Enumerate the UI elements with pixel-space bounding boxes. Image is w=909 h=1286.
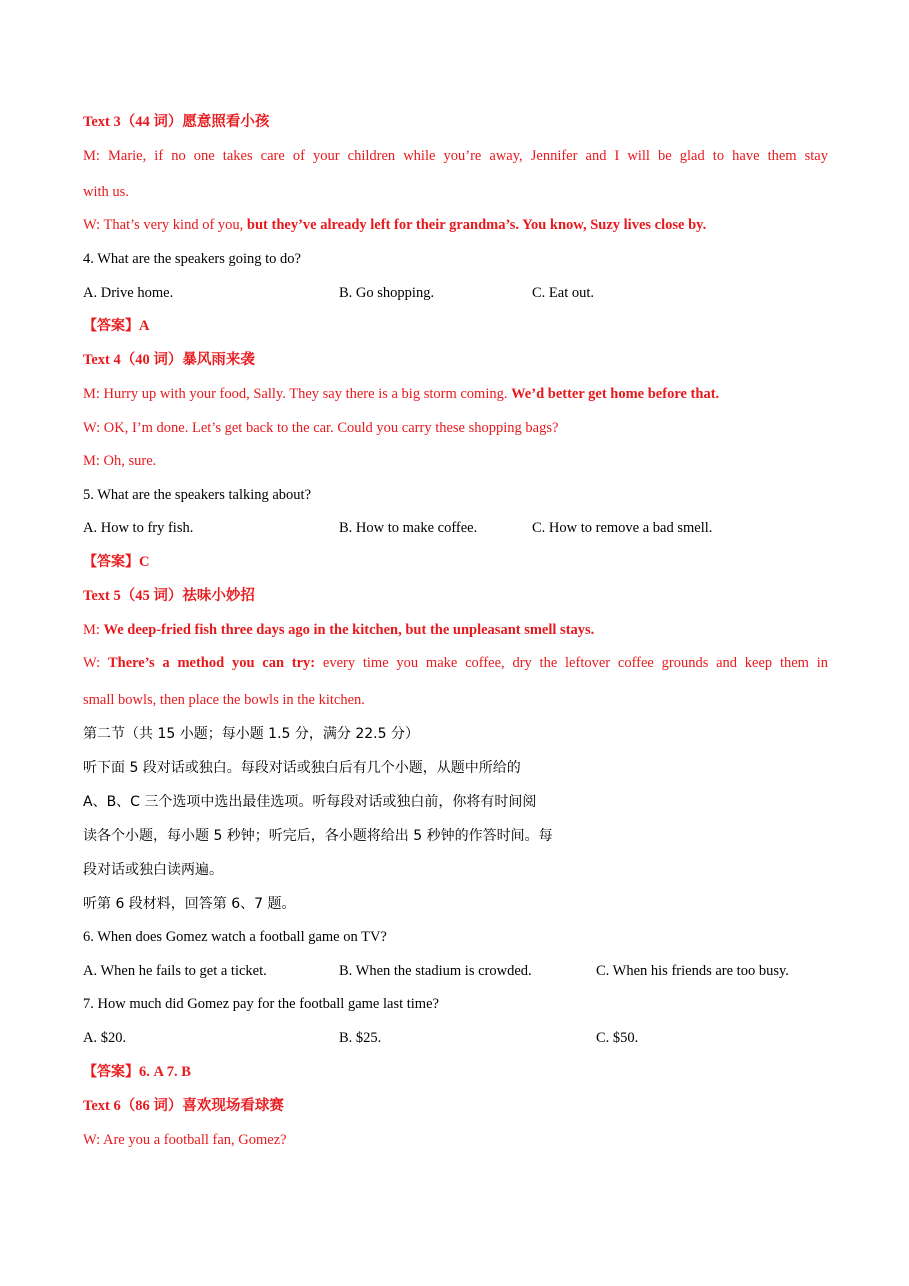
text5-m-prefix: M: (83, 622, 104, 638)
text3-w-line (83, 215, 706, 235)
section2-line1: 第二节（共 15 小题；每小题 1.5 分，满分 22.5 分） (83, 726, 419, 742)
text3-w-bold: but they’ve already left for their grandma’s. You know, Suzy lives close by. (246, 217, 707, 233)
answer-label: 【答案】 (83, 1064, 139, 1080)
q5-option-b: B. How to make coffee. (339, 520, 478, 536)
q4-option-c: C. Eat out. (532, 285, 595, 301)
text4-m-line2: M: Oh, sure. (83, 453, 157, 469)
text3-m-line1: M: Marie, if no one takes care of your children while you’re away, Jennifer and I will be glad to have them stay (83, 148, 828, 164)
text5-w-line2: small bowls, then place the bowls in the kitchen. (83, 692, 365, 708)
text3-title: Text 3（44 词）愿意照看小孩 (83, 114, 270, 130)
q7-option-c: C. $50. (596, 1030, 639, 1046)
answer-value: C (139, 554, 150, 570)
text5-w-bold: There’s a method you can try: (107, 655, 316, 671)
answer-value: 6. A 7. B (139, 1064, 191, 1080)
q5-question: 5. What are the speakers talking about? (83, 487, 312, 503)
text5-m-bold: We deep-fried fish three days ago in the kitchen, but the unpleasant smell stays. (103, 622, 595, 638)
text4-title: Text 4（40 词）暴风雨来袭 (83, 352, 255, 368)
q4-option-a: A. Drive home. (83, 285, 174, 301)
section2-line4: 读各个小题，每小题 5 秒钟；听完后，各小题将给出 5 秒钟的作答时间。每 (83, 828, 553, 844)
q5-option-a: A. How to fry fish. (83, 520, 194, 536)
text4-w-line: W: OK, I’m done. Let’s get back to the car. Could you carry these shopping bags? (83, 420, 559, 436)
q7-option-a: A. $20. (83, 1030, 127, 1046)
q5-option-c: C. How to remove a bad smell. (532, 520, 713, 536)
q6-question: 6. When does Gomez watch a football game on TV? (83, 929, 387, 945)
text4-m-plain: M: Hurry up with your food, Sally. They say there is a big storm coming. (83, 386, 512, 402)
text6-title: Text 6（86 词）喜欢现场看球赛 (83, 1098, 284, 1114)
answer67 (83, 1062, 191, 1082)
section2-line3: A、B、C 三个选项中选出最佳选项。听每段对话或独白前，你将有时间阅 (83, 794, 537, 810)
q7-option-b: B. $25. (339, 1030, 382, 1046)
text5-title: Text 5（45 词）祛味小妙招 (83, 588, 255, 604)
text6-w-line: W: Are you a football fan, Gomez? (83, 1132, 287, 1148)
answer5 (83, 552, 149, 572)
q4-question: 4. What are the speakers going to do? (83, 251, 301, 267)
section2-line2: 听下面 5 段对话或独白。每段对话或独白后有几个小题，从题中所给的 (83, 760, 521, 776)
q6-option-a: A. When he fails to get a ticket. (83, 963, 267, 979)
section2-line6: 听第 6 段材料，回答第 6、7 题。 (83, 896, 296, 912)
text5-m-line (83, 620, 594, 640)
q4-option-b: B. Go shopping. (339, 285, 435, 301)
answer-label: 【答案】 (83, 318, 139, 334)
text4-m-bold: We’d better get home before that. (511, 386, 720, 402)
answer4 (83, 316, 149, 336)
answer-value: A (139, 318, 150, 334)
q6-option-b: B. When the stadium is crowded. (339, 963, 532, 979)
q6-option-c: C. When his friends are too busy. (596, 963, 789, 979)
text4-m-line (83, 384, 719, 404)
text5-w-prefix: W: (83, 655, 108, 671)
section2-line5: 段对话或独白读两遍。 (83, 862, 223, 878)
text5-w-plain: every time you make coffee, dry the leftover coffee grounds and keep them in (315, 655, 828, 671)
text5-w-line (83, 653, 828, 673)
text3-w-plain: W: That’s very kind of you, (83, 217, 247, 233)
q7-question: 7. How much did Gomez pay for the football game last time? (83, 996, 439, 1012)
text3-m-line2: with us. (83, 184, 129, 200)
answer-label: 【答案】 (83, 554, 139, 570)
